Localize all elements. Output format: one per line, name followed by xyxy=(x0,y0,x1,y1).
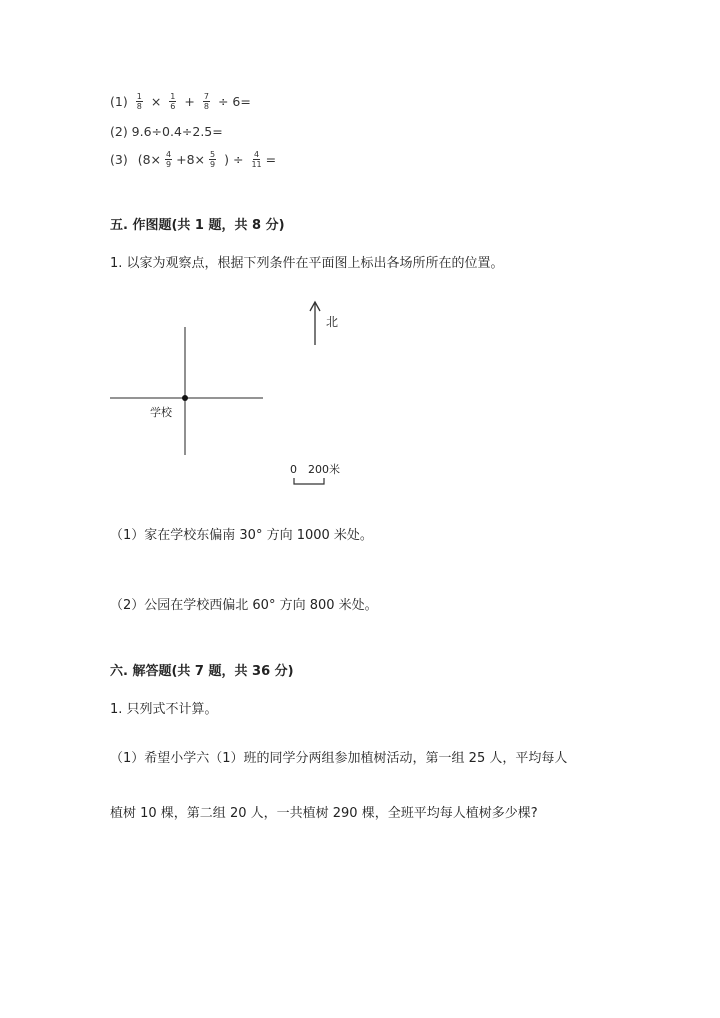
north-label: 北 xyxy=(326,315,339,329)
section-6-sub-1-line-2: 植树 10 棵，第二组 20 人，一共植树 290 棵，全班平均每人植树多少棵? xyxy=(110,806,538,821)
section-5-sub-2: （2）公园在学校西偏北 60° 方向 800 米处。 xyxy=(110,598,378,613)
section-6-sub-1-line-1: （1）希望小学六（1）班的同学分两组参加植树活动，第一组 25 人，平均每人 xyxy=(110,751,568,766)
scale-distance-label: 200米 xyxy=(308,463,340,476)
fraction-1-6: $\frac{1}{6}$ xyxy=(170,92,176,111)
section-5-sub-1: （1）家在学校东偏南 30° 方向 1000 米处。 xyxy=(110,528,373,543)
section-6-heading: 六. 解答题(共 7 题，共 36 分) xyxy=(110,664,294,679)
times-sign: × xyxy=(150,94,162,109)
calc-item-3-mid: +8× xyxy=(176,152,206,167)
section-5-heading: 五. 作图题(共 1 题，共 8 分) xyxy=(110,218,285,233)
fraction-1-8: $\frac{1}{8}$ xyxy=(136,92,142,111)
calc-item-3-eq: = xyxy=(265,152,277,167)
school-point xyxy=(182,395,188,401)
school-label: 学校 xyxy=(150,406,172,419)
fraction-4-9: $\frac{4}{9}$ xyxy=(166,150,172,169)
calc-item-2: (2) 9.6÷0.4÷2.5= xyxy=(110,124,223,139)
calc-item-3-label: (3) xyxy=(110,152,128,167)
calc-item-3-open: (8× xyxy=(137,152,162,167)
calc-item-1-label: (1) xyxy=(110,94,128,109)
fraction-7-8: $\frac{7}{8}$ xyxy=(203,92,209,111)
section-5-question-1: 1. 以家为观察点，根据下列条件在平面图上标出各场所所在的位置。 xyxy=(110,256,504,271)
fraction-5-9: $\frac{5}{9}$ xyxy=(210,150,216,169)
calc-item-1-tail: ÷ 6= xyxy=(217,94,251,109)
fraction-4-11: $\frac{4}{11}$ xyxy=(251,150,262,169)
scale-bar xyxy=(294,478,324,484)
plus-sign: + xyxy=(184,94,195,109)
section-6-question-1: 1. 只列式不计算。 xyxy=(110,702,218,717)
scale-zero-label: 0 xyxy=(290,463,297,476)
calc-item-3-close: ) ÷ xyxy=(224,152,244,167)
